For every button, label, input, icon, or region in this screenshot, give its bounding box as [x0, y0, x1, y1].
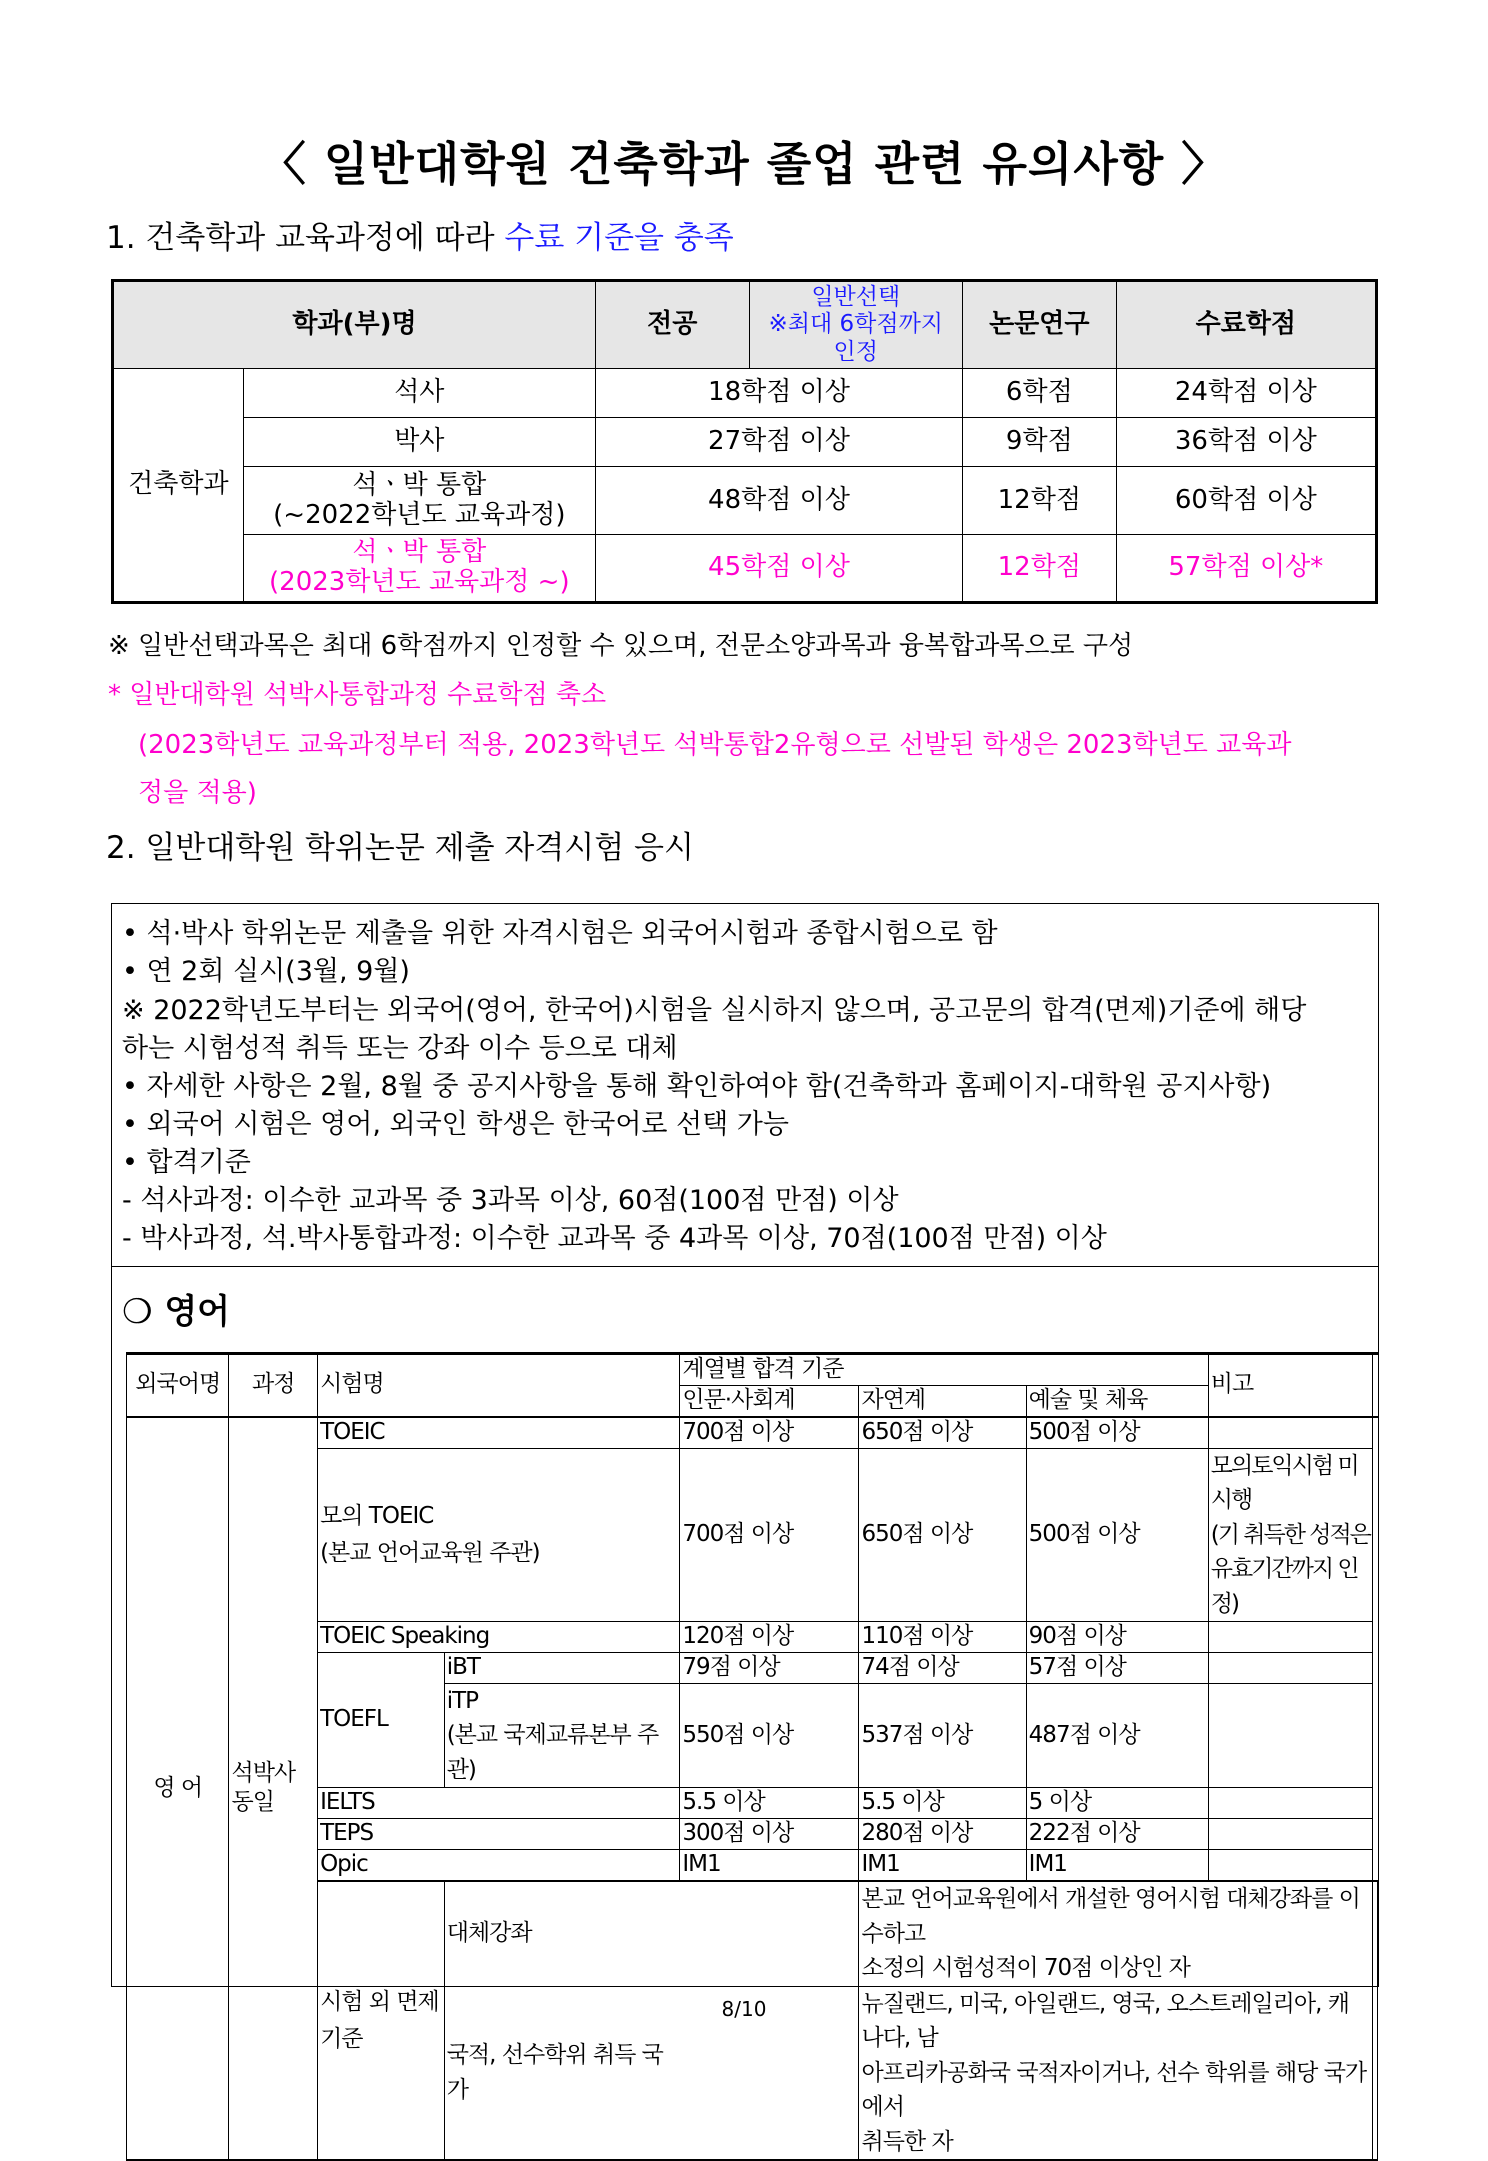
header-total: 수료학점 [1116, 281, 1376, 369]
program-name: 석ㆍ박 통합 (2023학년도 교육과정 ~) [243, 535, 595, 603]
page-title: 〈 일반대학원 건축학과 졸업 관련 유의사항 〉 [259, 137, 1229, 191]
hum-score: 550점 이상 [680, 1683, 859, 1788]
remark [1208, 1622, 1372, 1653]
header-remark: 비고 [1208, 1354, 1372, 1417]
info-line: • 석·박사 학위논문 제출을 위한 자격시험은 외국어시험과 종합시험으로 함 [122, 918, 998, 949]
exempt-desc: 뉴질랜드, 미국, 아일랜드, 영국, 오스트레일리아, 캐나다, 남 아프리카공화국 국적자이거나, 선수 학위를 해당 국가에서 취득한 자 [859, 1986, 1373, 2160]
sci-score: 110점 이상 [859, 1622, 1026, 1653]
info-line: • 합격기준 [122, 1147, 251, 1178]
exam-name: IELTS [318, 1788, 680, 1819]
hum-score: 5.5 이상 [680, 1788, 859, 1819]
exam-name: TOEIC [318, 1417, 680, 1448]
major-credits: 48학점 이상 [595, 467, 962, 535]
note-general-elective: ※ 일반선택과목은 최대 6학점까지 인정할 수 있으며, 전문소양과목과 융복합과목으로 구성 [108, 631, 1134, 661]
info-line: - 석사과정: 이수한 교과목 중 3과목 이상, 60점(100점 만점) 이상 [122, 1185, 899, 1216]
header-general: 일반선택 ※최대 6학점까지 인정 [749, 281, 962, 369]
remark [1208, 1653, 1372, 1684]
exam-name-toefl: TOEFL [318, 1653, 445, 1788]
header-arts: 예술 및 체육 [1026, 1385, 1208, 1416]
info-line: • 연 2회 실시(3월, 9월) [122, 956, 410, 987]
divider [112, 1266, 1378, 1267]
remark [1208, 1850, 1372, 1881]
hum-score: 700점 이상 [680, 1448, 859, 1622]
lang-name: 영 어 [127, 1417, 229, 2160]
remark: 모의토익시험 미시행 (기 취득한 성적은 유효기간까지 인정) [1208, 1448, 1372, 1622]
exempt-type: 대체강좌 [444, 1881, 859, 1986]
art-score: 500점 이상 [1026, 1417, 1208, 1448]
sci-score: 537점 이상 [859, 1683, 1026, 1788]
hum-score: 120점 이상 [680, 1622, 859, 1653]
info-line: - 박사과정, 석.박사통합과정: 이수한 교과목 중 4과목 이상, 70점(100점 만점) 이상 [122, 1223, 1107, 1254]
art-score: 487점 이상 [1026, 1683, 1208, 1788]
program-name: 박사 [243, 418, 595, 467]
art-score: 5 이상 [1026, 1788, 1208, 1819]
info-line: 하는 시험성적 취득 또는 강좌 이수 등으로 대체 [122, 1033, 678, 1064]
total-credits: 60학점 이상 [1116, 467, 1376, 535]
exam-name: 모의 TOEIC (본교 언어교육원 주관) [318, 1448, 680, 1622]
exam-name: TEPS [318, 1819, 680, 1850]
info-line: • 외국어 시험은 영어, 외국인 학생은 한국어로 선택 가능 [122, 1109, 789, 1140]
section-1-heading: 1. 건축학과 교육과정에 따라 수료 기준을 충족 [106, 220, 734, 256]
exam-subname: iTP (본교 국제교류본부 주관) [444, 1683, 680, 1788]
header-major: 전공 [595, 281, 749, 369]
remark [1208, 1788, 1372, 1819]
note-reduction-detail-cont: 정을 적용) [138, 778, 257, 808]
art-score: 90점 이상 [1026, 1622, 1208, 1653]
major-credits: 27학점 이상 [595, 418, 962, 467]
thesis-credits: 12학점 [962, 467, 1116, 535]
hum-score: 700점 이상 [680, 1417, 859, 1448]
info-line: • 자세한 사항은 2월, 8월 중 공지사항을 통해 확인하여야 함(건축학과 홈페이지-대학원 공지사항) [122, 1071, 1272, 1102]
art-score: 500점 이상 [1026, 1448, 1208, 1622]
remark [1373, 1881, 1378, 1986]
header-course: 과정 [229, 1354, 318, 1417]
exempt-type: 국적, 선수학위 취득 국 가 [444, 1986, 859, 2160]
course-name: 석박사 동일 [229, 1417, 318, 2160]
exempt-label: 시험 외 면제 기준 [318, 1881, 445, 2160]
hum-score: 300점 이상 [680, 1819, 859, 1850]
total-credits: 57학점 이상* [1116, 535, 1376, 603]
header-criteria: 계열별 합격 기준 [680, 1354, 1208, 1386]
section-1-highlight: 수료 기준을 충족 [504, 220, 734, 256]
header-exam: 시험명 [318, 1354, 680, 1417]
header-lang: 외국어명 [127, 1354, 229, 1417]
note-reduction-detail: (2023학년도 교육과정부터 적용, 2023학년도 석박통합2유형으로 선발된 학생은 2023학년도 교육과 [138, 730, 1292, 760]
english-heading: ❍ 영어 [122, 1292, 231, 1332]
sci-score: 5.5 이상 [859, 1788, 1026, 1819]
art-score: 222점 이상 [1026, 1819, 1208, 1850]
header-dept: 학과(부)명 [113, 281, 596, 369]
total-credits: 24학점 이상 [1116, 369, 1376, 418]
credit-table [111, 279, 1378, 604]
section-2-heading: 2. 일반대학원 학위논문 제출 자격시험 응시 [106, 830, 694, 866]
art-score: 57점 이상 [1026, 1653, 1208, 1684]
sci-score: 650점 이상 [859, 1417, 1026, 1448]
major-credits: 45학점 이상 [595, 535, 962, 603]
remark [1208, 1417, 1372, 1448]
header-science: 자연계 [859, 1385, 1026, 1416]
dept-name: 건축학과 [113, 369, 244, 603]
thesis-credits: 6학점 [962, 369, 1116, 418]
total-credits: 36학점 이상 [1116, 418, 1376, 467]
thesis-credits: 9학점 [962, 418, 1116, 467]
page-number: 8/10 [721, 1997, 767, 2021]
sci-score: 650점 이상 [859, 1448, 1026, 1622]
english-criteria-table [126, 1352, 1378, 2161]
exam-name: TOEIC Speaking [318, 1622, 680, 1653]
hum-score: IM1 [680, 1850, 859, 1881]
header-humanities: 인문·사회계 [680, 1385, 859, 1416]
program-name: 석ㆍ박 통합 (~2022학년도 교육과정) [243, 467, 595, 535]
program-name: 석사 [243, 369, 595, 418]
major-credits: 18학점 이상 [595, 369, 962, 418]
exam-subname: iBT [444, 1653, 680, 1684]
thesis-credits: 12학점 [962, 535, 1116, 603]
info-line: ※ 2022학년도부터는 외국어(영어, 한국어)시험을 실시하지 않으며, 공고문의 합격(면제)기준에 해당 [122, 995, 1307, 1026]
sci-score: IM1 [859, 1850, 1026, 1881]
hum-score: 79점 이상 [680, 1653, 859, 1684]
sci-score: 74점 이상 [859, 1653, 1026, 1684]
remark [1208, 1683, 1372, 1788]
exam-name: Opic [318, 1850, 680, 1881]
sci-score: 280점 이상 [859, 1819, 1026, 1850]
exempt-desc: 본교 언어교육원에서 개설한 영어시험 대체강좌를 이수하고 소정의 시험성적이 70점 이상인 자 [859, 1881, 1373, 1986]
art-score: IM1 [1026, 1850, 1208, 1881]
remark [1208, 1819, 1372, 1850]
header-thesis: 논문연구 [962, 281, 1116, 369]
note-reduction: * 일반대학원 석박사통합과정 수료학점 축소 [108, 680, 607, 710]
